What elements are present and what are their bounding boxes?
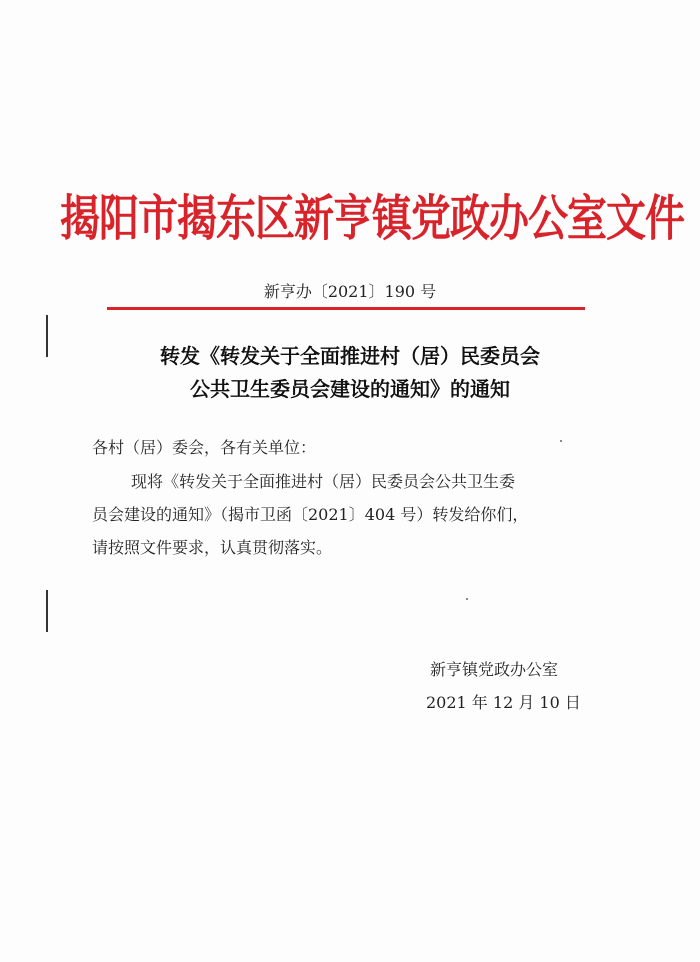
- document-number: 新亨办〔2021〕190 号: [263, 282, 437, 301]
- body-text-line-2: 员会建设的通知》（揭市卫函〔2021〕404 号）转发给你们，: [92, 505, 529, 524]
- body-text-line-3: 请按照文件要求，认真贯彻落实。: [92, 538, 333, 557]
- subject-title-line-2: 公共卫生委员会建设的通知》的通知: [190, 377, 510, 401]
- binding-mark-top: [46, 315, 48, 357]
- binding-mark-bottom: [46, 590, 48, 632]
- scan-speck: [466, 598, 468, 600]
- salutation: 各村（居）委会，各有关单位：: [92, 438, 317, 457]
- subject-title-line-1: 转发《转发关于全面推进村（居）民委员会: [160, 344, 540, 368]
- scan-speck: [560, 440, 562, 442]
- body-text-line-1: 现将《转发关于全面推进村（居）民委员会公共卫生委: [131, 472, 516, 491]
- issue-date: 2021 年 12 月 10 日: [426, 693, 581, 712]
- issuing-office: 新亨镇党政办公室: [430, 660, 559, 679]
- red-divider-rule: [107, 307, 585, 310]
- document-red-header-title: 揭阳市揭东区新亨镇党政办公室文件: [60, 189, 684, 248]
